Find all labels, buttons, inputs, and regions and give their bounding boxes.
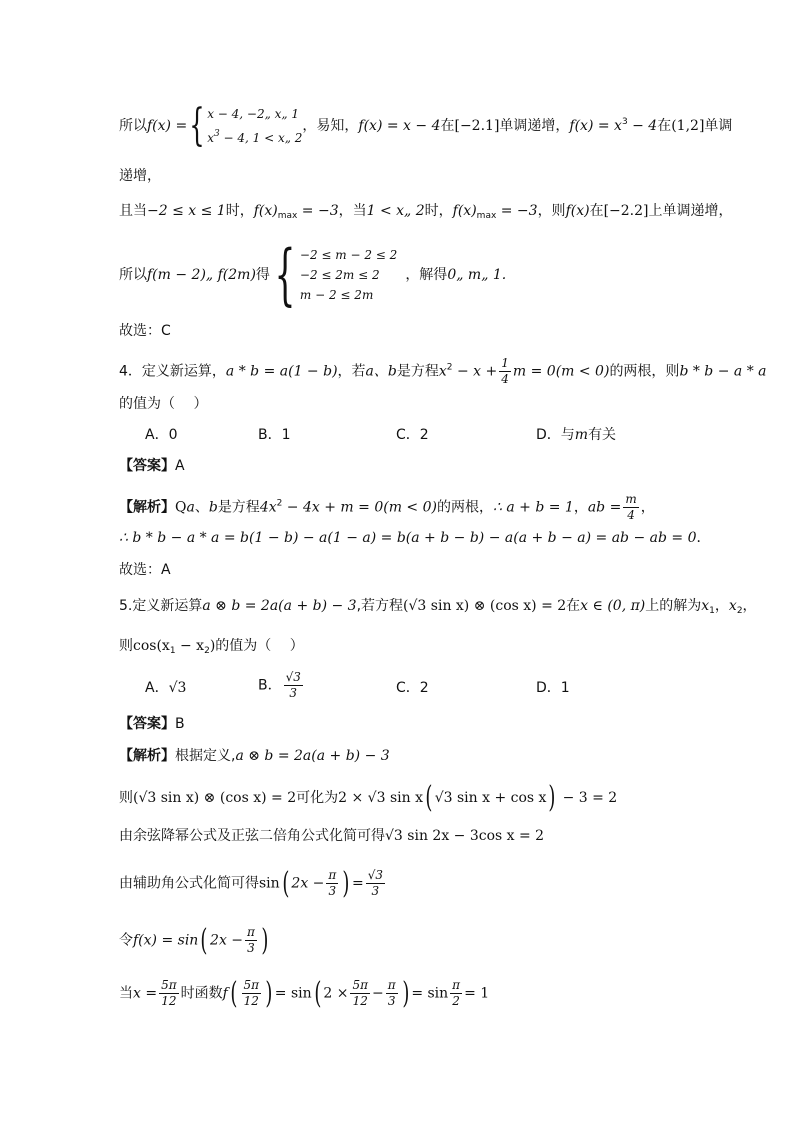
option-a: A．√3	[145, 680, 187, 696]
answer-line: 【答案】A	[119, 458, 185, 474]
math: f(x) = x	[569, 118, 622, 134]
math: [−2.1]	[454, 118, 500, 134]
option-c: C．2	[396, 680, 429, 696]
text-line: 的值为（ ）	[119, 396, 208, 412]
step-1: 则(√3 sin x) ⊗ (cos x) = 2可化为2 × √3 sin x( √3 sin x + cos x) − 3 = 2	[119, 780, 618, 815]
option-a: A．0	[145, 427, 178, 443]
step-5: 当x = $\frac{5\pi}{12}$ 时函数f( $\frac{5\pi}{12}$ ) = sin( 2 × $\frac{5\pi}{12}$ − $\frac{\pi}{3}$ ) = sin $\frac{\pi}{2}$ = 1	[119, 975, 490, 1011]
math: f(x) = x − 4	[358, 118, 441, 134]
math: f(x) =	[147, 118, 188, 134]
text: 在	[657, 118, 672, 134]
option-b: B．1	[258, 427, 291, 443]
text: 在	[440, 118, 455, 134]
max-line: 且当−2 ≤ x ≤ 1时，$f(x)_{max} = -3$，当1 < x„ 2时，$f(x)_{max} = -3$，则f(x)在[−2.2]上单调递增，	[119, 203, 733, 221]
system-line: 所以f(m − 2)„ f(2m)得{ −2 ≤ m − 2 ≤ 2 −2 ≤ 2m ≤ 2 m − 2 ≤ 2m ，解得0„ m„ 1.	[119, 236, 507, 313]
question-5: 5.定义新运算a ⊗ b = 2a(a + b) − 3,若方程(√3 sin x) ⊗ (cos x) = 2在x ∈ (0, π)上的解为$x_1$，$x_2$，	[119, 598, 757, 616]
step-4: 令f(x) = sin( 2x − $\frac{\pi}{3}$ )	[119, 922, 269, 958]
answer-line: 故选：A	[119, 562, 171, 578]
text-line: 递增，	[119, 168, 161, 184]
derivation-line: ∴ b * b − a * a = b(1 − b) − a(1 − a) = b(a + b − b) − a(a + b − a) = ab − ab = 0．	[119, 530, 711, 546]
option-d: D．与m有关	[536, 427, 617, 443]
math: (1,2]	[671, 118, 705, 134]
piecewise-line: 所以f(x) ={ x − 4, −2„ x„ 1 $x^3 - 4$, 1 < x„ 2 ，易知，f(x) = x − 4在[−2.1]单调递增，$f(x) = x^3 - 4$在(1,2]单调	[119, 100, 733, 151]
text: 所以	[119, 118, 147, 134]
text: ，易知，	[302, 118, 359, 134]
answer-line: 故选：C	[119, 323, 171, 339]
brace: {	[189, 100, 205, 151]
analysis-line: 【解析】根据定义,a ⊗ b = 2a(a + b) − 3	[119, 748, 390, 764]
question-4: 4．定义新运算，a * b = a(1 − b)，若a、b是方程$x^2 - x$ + $\frac{1}{4}$ m = 0(m < 0)的两根，则b * b − a * a	[119, 356, 767, 386]
option-c: C．2	[396, 427, 429, 443]
option-d: D．1	[536, 680, 570, 696]
cases: x − 4, −2„ x„ 1 $x^3 - 4$, 1 < x„ 2	[207, 107, 303, 145]
step-2: 由余弦降幂公式及正弦二倍角公式化简可得√3 sin 2x − 3cos x = 2	[119, 828, 545, 844]
question-5-line2: 则$\cos(x_1 - x_2)$的值为（ ）	[119, 638, 304, 656]
text: 单调递增，	[499, 118, 570, 134]
answer-line: 【答案】B	[119, 716, 185, 732]
math: − 4	[627, 118, 658, 134]
option-b: B． $\frac{√3}{3}$	[258, 670, 301, 700]
analysis-line: 【解析】Qa、b是方程$4x^2 - 4x + m = 0(m < 0)$的两根，∴ a + b = 1，ab = $\frac{m}{4}$ ，	[119, 492, 655, 522]
step-3: 由辅助角公式化简可得sin( 2x − $\frac{\pi}{3}$ ) = $\frac{√3}{3}$	[119, 865, 384, 901]
text: 单调	[704, 118, 733, 134]
